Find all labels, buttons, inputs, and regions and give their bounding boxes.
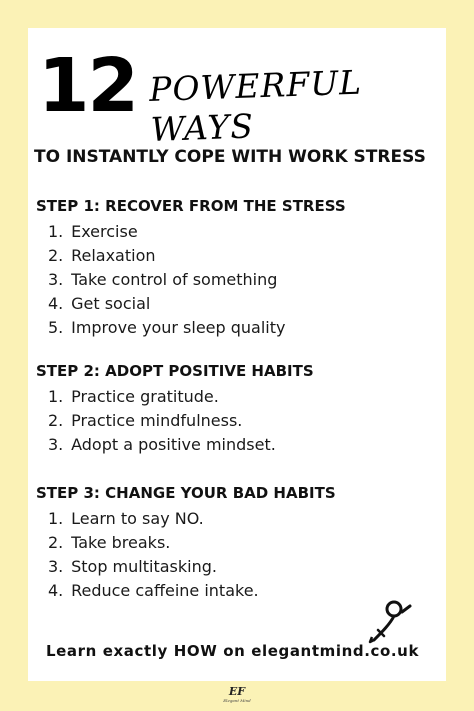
page-subtitle: TO INSTANTLY COPE WITH WORK STRESS bbox=[34, 147, 426, 167]
step-2-list bbox=[36, 385, 446, 457]
title-row bbox=[38, 43, 448, 149]
step-3-list bbox=[36, 507, 446, 603]
list-item: 2. Practice mindfulness. bbox=[48, 411, 243, 430]
step-2-heading: STEP 2: ADOPT POSITIVE HABITS bbox=[36, 362, 314, 380]
list-item: 3. Adopt a positive mindset. bbox=[48, 435, 276, 454]
list-item: 2. Take breaks. bbox=[48, 533, 171, 552]
list-item: 5. Improve your sleep quality bbox=[48, 318, 286, 337]
list-item: 4. Reduce caffeine intake. bbox=[48, 581, 259, 600]
list-item: 1. Learn to say NO. bbox=[48, 509, 204, 528]
list-item: 2. Relaxation bbox=[48, 246, 156, 265]
list-item: 3. Stop multitasking. bbox=[48, 557, 217, 576]
footer-cta: Learn exactly HOW on elegantmind.co.uk bbox=[46, 642, 420, 660]
step-2-section bbox=[36, 361, 446, 457]
title-script-text: POWERFUL WAYS bbox=[148, 62, 363, 149]
step-1-section bbox=[36, 196, 446, 340]
logo-tagline: Elegant Mind bbox=[223, 698, 251, 703]
list-item: 1. Practice gratitude. bbox=[48, 387, 219, 406]
logo-letters: EF bbox=[228, 685, 246, 698]
title-number: 12 bbox=[38, 43, 137, 129]
step-1-list bbox=[36, 220, 446, 340]
step-3-section bbox=[36, 483, 446, 603]
list-item: 4. Get social bbox=[48, 294, 151, 313]
list-item: 1. Exercise bbox=[48, 222, 138, 241]
brand-logo bbox=[221, 686, 253, 706]
step-1-heading: STEP 1: RECOVER FROM THE STRESS bbox=[36, 197, 346, 215]
pencil-icon bbox=[364, 598, 412, 644]
list-item: 3. Take control of something bbox=[48, 270, 278, 289]
step-3-heading: STEP 3: CHANGE YOUR BAD HABITS bbox=[36, 484, 336, 502]
